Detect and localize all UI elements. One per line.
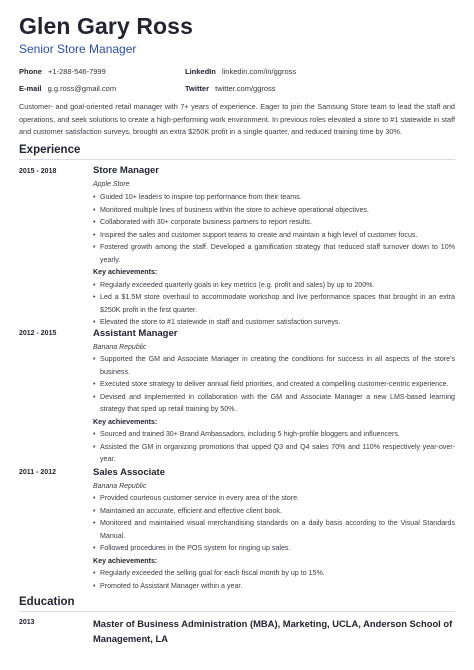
job-bullet-list: [93, 191, 455, 329]
job-dates: 2011 - 2012: [19, 469, 56, 476]
job-title: Store Manager: [93, 165, 159, 176]
list-item: • Regularly exceeded the selling goal for each fiscal month by up to 15%.: [93, 567, 455, 580]
list-item: • Monitored multiple lines of business within the store to achieve operational objectives.: [93, 204, 455, 217]
list-item: • Assisted the GM in organizing promotions that upped Q3 and Q4 sales 70% and 110% respectively year-over-year.: [93, 441, 455, 466]
candidate-title: Senior Store Manager: [19, 42, 137, 56]
candidate-name: Glen Gary Ross: [19, 13, 193, 39]
contact-email-label: E-mail: [19, 84, 42, 93]
job-title: Assistant Manager: [93, 328, 178, 339]
profile-summary: Customer- and goal-oriented retail manager with 7+ years of experience. Eager to join the Samsung Store team to lead the staff and operations, and seek solutions to create a high-performing work environment. In previous roles elevated a store to #1 statewide in staff and customer satisfaction surveys, brought an extra $250K profit in a single quarter, and reduced training time by 30%.: [19, 102, 455, 137]
list-item: • Devised and implemented in collaboration with the GM and Associate Manager a new LMS-based learning strategy that sped up retail training by 50%.: [93, 391, 455, 416]
key-achievements-heading: Key achievements:: [93, 417, 158, 426]
list-item: • Guided 10+ leaders to inspire top performance from their teams.: [93, 191, 455, 204]
list-item: • Maintained an accurate, efficient and effective client book.: [93, 505, 455, 518]
list-item: • Followed procedures in the POS system for ringing up sales.: [93, 542, 455, 555]
job-title: Sales Associate: [93, 467, 165, 478]
section-title-experience: Experience: [19, 144, 81, 156]
key-achievements-heading: Key achievements:: [93, 268, 158, 276]
list-item: • Inspired the sales and customer support teams to create and maintain a high level of customer focus.: [93, 229, 455, 242]
education-dates: 2013: [19, 619, 35, 626]
section-divider: [19, 611, 455, 612]
contact-linkedin-label: LinkedIn: [185, 67, 216, 76]
list-item: • Supported the GM and Associate Manager in creating the conditions for success in all aspects of the store's business.: [93, 353, 455, 378]
contact-phone-value: +1-288-546-7999: [48, 67, 106, 76]
job-company: Banana Republic: [93, 344, 147, 351]
education-degree: Master of Business Administration (MBA), Marketing, UCLA, Anderson School of Management, LA: [93, 618, 453, 644]
contact-twitter: [185, 84, 276, 93]
contact-email: [19, 84, 116, 93]
contact-twitter-label: Twitter: [185, 84, 210, 93]
list-item: • Promoted to Assistant Manager within a year.: [93, 580, 455, 593]
list-item: • Provided courteous customer service in every area of the store.: [93, 492, 455, 505]
list-item: • Monitored and maintained visual merchandising standards on a daily basis according to the Visual Standards Manual.: [93, 517, 455, 542]
section-divider: [19, 159, 455, 160]
list-item: • Collaborated with 30+ corporate business partners to report results.: [93, 216, 455, 229]
job-dates: 2015 - 2018: [19, 168, 57, 175]
contact-phone: [19, 67, 106, 76]
job-bullet-list: [93, 492, 455, 592]
contact-linkedin-value[interactable]: linkedin.com/in/ggross: [221, 67, 297, 76]
contact-phone-label: Phone: [19, 67, 42, 76]
section-title-education: Education: [19, 596, 75, 608]
list-item: • Regularly exceeded quarterly goals in key metrics (e.g. profit and sales) by up to 200%.: [93, 279, 455, 292]
list-item: • Executed store strategy to deliver annual field priorities, and created a compelling customer-centric experience.: [93, 378, 455, 391]
contact-linkedin: [185, 67, 296, 76]
contact-email-value[interactable]: g.g.ross@gmail.com: [47, 84, 117, 93]
job-company: Apple Store: [93, 181, 130, 188]
job-company: Banana Republic: [93, 483, 147, 490]
list-item: • Elevated the store to #1 statewide in staff and customer satisfaction surveys.: [93, 316, 455, 329]
job-bullet-list: [93, 353, 455, 466]
job-dates: 2012 - 2015: [19, 330, 57, 337]
contact-twitter-value[interactable]: twitter.com/ggross: [215, 84, 276, 93]
list-item: • Fostered growth among the staff. Developed a gamification strategy that reduced staff turnover down to 10% yearly.: [93, 241, 455, 266]
list-item: • Led a $1.5M store overhaul to accommodate workshop and live performance spaces that brought in an extra $250K profit in the first quarter.: [93, 291, 455, 316]
list-item: • Sourced and trained 30+ Brand Ambassadors, including 5 high-profile bloggers and influencers.: [93, 428, 455, 441]
key-achievements-heading: Key achievements:: [93, 556, 158, 565]
